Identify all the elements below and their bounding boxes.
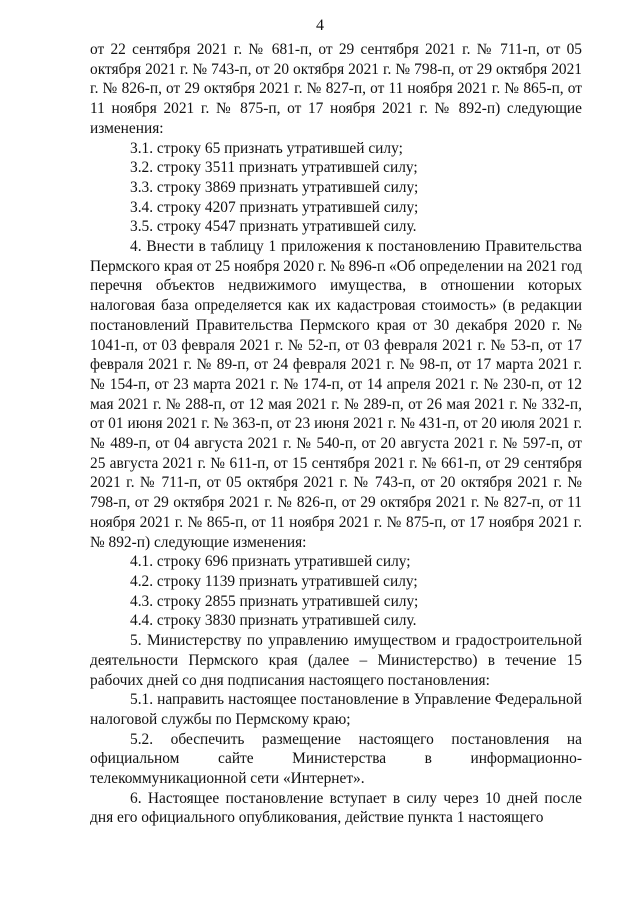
list-item: 3.1. строку 65 признать утратившей силу;	[130, 139, 403, 157]
paragraph-continuation: от 22 сентября 2021 г. № 681-п, от 29 сентября 2021 г. № 711-п, от 05 октября 2021 г. № 743-п, от 20 октября 2021 г. № 798-п, от 29 октября 2021 г. № 826-п, от 29 октября 2021 г. № 827-п, от 11 ноября 2021 г. № 865-п, от 11 ноября 2021 г. № 875-п, от 17 ноября 2021 г. № 892-п) следующие изменения:	[90, 41, 582, 137]
list-item: 4.3. строку 2855 признать утратившей силу;	[130, 592, 419, 610]
list-item: 3.2. строку 3511 признать утратившей силу;	[130, 159, 418, 177]
list-item: 4.4. строку 3830 признать утратившей силу.	[130, 612, 417, 630]
page-number: 4	[316, 17, 324, 34]
list-item: 4.2. строку 1139 признать утратившей силу;	[130, 572, 418, 590]
paragraph-4: 4. Внести в таблицу 1 приложения к постановлению Правительства Пермского края от 25 ноября 2020 г. № 896-п «Об определении на 2021 год перечня объектов недвижимого имущества, в отношении которых налоговая база определяется как их кадастровая стоимость» (в редакции постановлений Правительства Пермского края от 30 декабря 2020 г. № 1041-п, от 03 февраля 2021 г. № 52-п, от 03 февраля 2021 г. № 53-п, от 17 февраля 2021 г. № 89-п, от 24 февраля 2021 г. № 98-п, от 17 марта 2021 г. № 154-п, от 23 марта 2021 г. № 174-п, от 14 апреля 2021 г. № 230-п, от 12 мая 2021 г. № 288-п, от 12 мая 2021 г. № 289-п, от 26 мая 2021 г. № 332-п, от 01 июня 2021 г. № 363-п, от 23 июня 2021 г. № 431-п, от 20 июля 2021 г. № 489-п, от 04 августа 2021 г. № 540-п, от 20 августа 2021 г. № 597-п, от 25 августа 2021 г. № 611-п, от 15 сентября 2021 г. № 661-п, от 29 сентября 2021 г. № 711-п, от 05 октября 2021 г. № 743-п, от 20 октября 2021 г. № 798-п, от 29 октября 2021 г. № 826-п, от 29 октября 2021 г. № 827-п, от 11 ноября 2021 г. № 865-п, от 11 ноября 2021 г. № 875-п, от 17 ноября 2021 г. № 892-п) следующие изменения:	[90, 238, 583, 551]
paragraph-6: 6. Настоящее постановление вступает в силу через 10 дней после дня его официального опубликования, действие пункта 1 настоящего	[90, 789, 582, 827]
list-item: 3.4. строку 4207 признать утратившей силу;	[130, 198, 419, 216]
paragraph-5-2: 5.2. обеспечить размещение настоящего постановления на официальном сайте Министерства в информационно-телекоммуникационной сети «Интернет».	[90, 730, 582, 788]
list-item: 3.3. строку 3869 признать утратившей силу;	[130, 178, 419, 196]
paragraph-5: 5. Министерству по управлению имуществом и градостроительной деятельности Пермского края (далее – Министерство) в течение 15 рабочих дней со дня подписания настоящего постановления:	[90, 632, 582, 689]
list-item: 4.1. строку 696 признать утратившей силу;	[130, 553, 411, 571]
document-body	[90, 40, 582, 828]
list-item: 3.5. строку 4547 признать утратившей силу.	[130, 218, 417, 236]
paragraph-5-1: 5.1. направить настоящее постановление в Управление Федеральной налоговой службы по Пермскому краю;	[90, 691, 582, 728]
